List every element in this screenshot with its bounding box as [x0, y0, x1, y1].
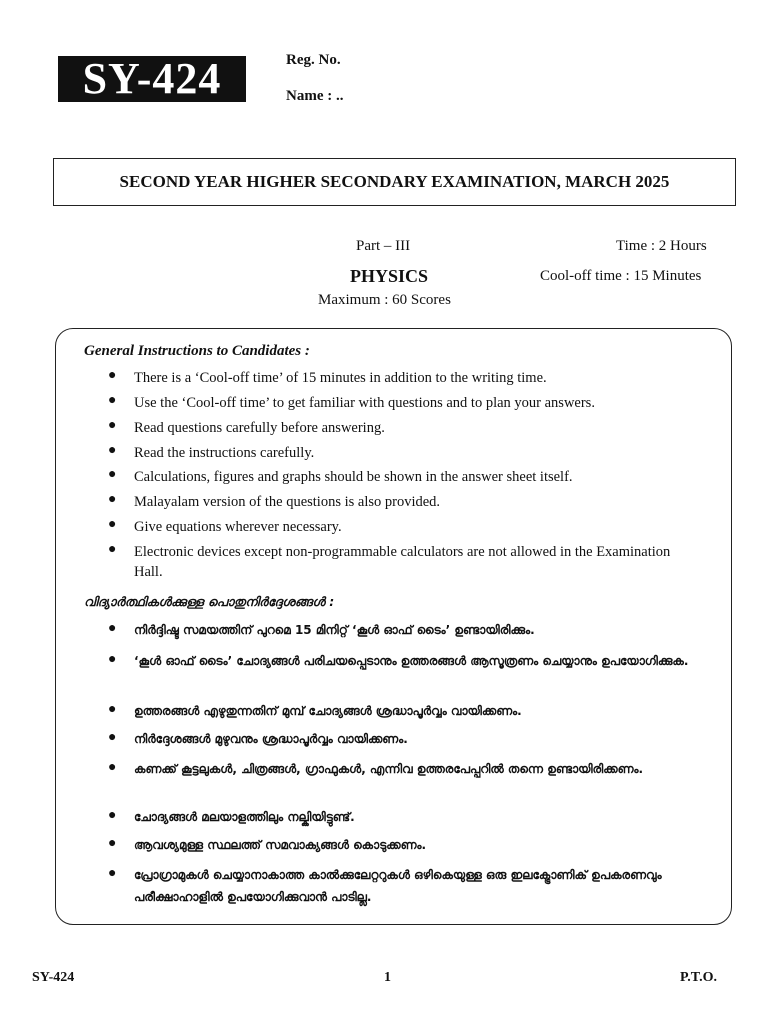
instruction-ml-item: ഉത്തരങ്ങൾ എഴുതുന്നതിന് മുമ്പ് ചോദ്യങ്ങൾ ശ്രദ്ധാപൂർവ്വം വായിക്കണം.	[134, 704, 522, 718]
bullet-icon: ●	[108, 418, 117, 433]
paper-code: SY-424	[58, 56, 246, 102]
bullet-icon: ●	[108, 393, 117, 408]
reg-no-label: Reg. No.	[286, 52, 341, 68]
instruction-ml-item: ചോദ്യങ്ങൾ മലയാളത്തിലും നല്കിയിട്ടുണ്ട്.	[134, 810, 355, 824]
cool-off-label: Cool-off time : 15 Minutes	[540, 268, 702, 284]
instruction-en-item: Use the ‘Cool-off time’ to get familiar with questions and to plan your answers.	[134, 395, 595, 411]
bullet-icon: ●	[108, 836, 117, 851]
instruction-ml-item: പ്രോഗ്രാമുകൾ ചെയ്യാനാകാത്ത കാൽക്കുലേറ്ററുകൾ ഒഴികെയുള്ള ഒരു ഇലക്ട്രോണിക് ഉപകരണവും പരീക്ഷാഹാളിൽ ഉപയോഗിക്കുവാൻ പാടില്ല.	[134, 868, 662, 904]
bullet-icon: ●	[108, 621, 117, 636]
exam-title: SECOND YEAR HIGHER SECONDARY EXAMINATION, MARCH 2025	[53, 158, 736, 206]
name-label: Name : ..	[286, 88, 344, 104]
instruction-en-item: Calculations, figures and graphs should be shown in the answer sheet itself.	[134, 469, 573, 485]
subject-title: PHYSICS	[350, 266, 429, 286]
bullet-icon: ●	[108, 866, 117, 881]
instruction-ml-item: നിർദ്ദിഷ്ട സമയത്തിന് പുറമെ 15 മിനിറ്റ് ‘കൂൾ ഓഫ് ടൈം’ ഉണ്ടായിരിക്കും.	[134, 623, 535, 637]
bullet-icon: ●	[108, 808, 117, 823]
instruction-en-item: Read questions carefully before answering.	[134, 420, 385, 436]
instruction-en-item: There is a ‘Cool-off time’ of 15 minutes in addition to the writing time.	[134, 370, 547, 386]
bullet-icon: ●	[108, 652, 117, 667]
page-number: 1	[384, 970, 391, 985]
instruction-en-item: Electronic devices except non-programmable calculators are not allowed in the Examination Hall.	[134, 544, 671, 580]
bullet-icon: ●	[108, 467, 117, 482]
bullet-icon: ●	[108, 702, 117, 717]
instruction-ml-item: ‘കൂൾ ഓഫ് ടൈം’ ചോദ്യങ്ങൾ പരിചയപ്പെടാനും ഉത്തരങ്ങൾ ആസൂത്രണം ചെയ്യാനും ഉപയോഗിക്കുക.	[134, 654, 689, 668]
bullet-icon: ●	[108, 368, 117, 383]
pto-label: P.T.O.	[680, 970, 717, 985]
time-label: Time : 2 Hours	[616, 238, 707, 254]
instruction-en-item: Malayalam version of the questions is also provided.	[134, 494, 441, 510]
instruction-en-item: Read the instructions carefully.	[134, 445, 315, 461]
bullet-icon: ●	[108, 760, 117, 775]
bullet-icon: ●	[108, 443, 117, 458]
instructions-en-heading: General Instructions to Candidates :	[84, 343, 310, 359]
bullet-icon: ●	[108, 517, 117, 532]
instruction-ml-item: ആവശ്യമുള്ള സ്ഥലത്ത് സമവാക്യങ്ങൾ കൊടുക്കണം.	[134, 838, 427, 852]
bullet-icon: ●	[108, 542, 117, 557]
instruction-ml-item: നിർദ്ദേശങ്ങൾ മുഴുവനും ശ്രദ്ധാപൂർവ്വം വായിക്കണം.	[134, 732, 408, 746]
instruction-ml-item: കണക്ക് കൂട്ടലുകൾ, ചിത്രങ്ങൾ, ഗ്രാഫുകൾ, എന്നിവ ഉത്തരപേപ്പറിൽ തന്നെ ഉണ്ടായിരിക്കണം.	[134, 762, 644, 776]
max-scores: Maximum : 60 Scores	[318, 292, 451, 308]
instruction-en-item: Give equations wherever necessary.	[134, 519, 342, 535]
instructions-ml-heading: വിദ്യാർത്ഥികൾക്കുള്ള പൊതുനിർദ്ദേശങ്ങൾ :	[84, 594, 335, 609]
footer-code: SY-424	[32, 970, 75, 985]
bullet-icon: ●	[108, 730, 117, 745]
part-label: Part – III	[356, 238, 411, 254]
bullet-icon: ●	[108, 492, 117, 507]
